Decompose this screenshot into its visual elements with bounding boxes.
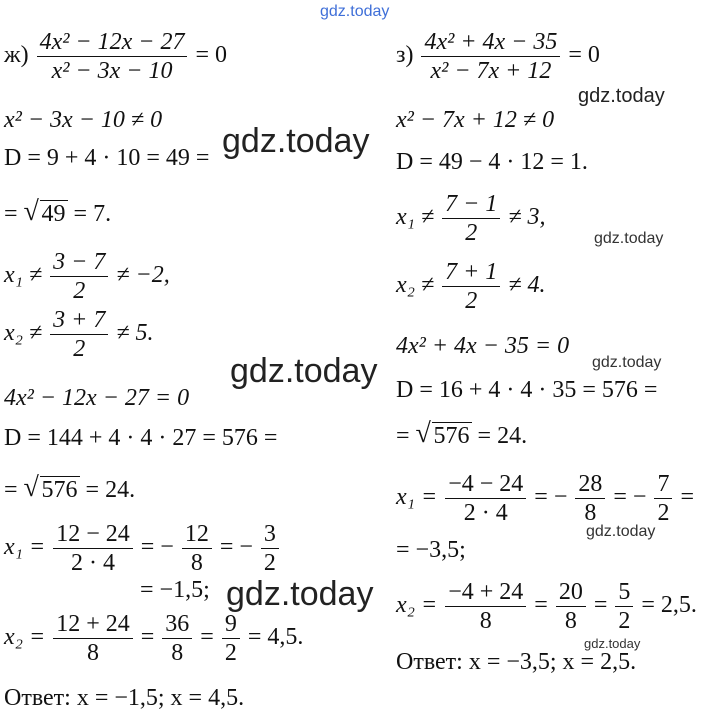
- right-x2-num: 7 + 1: [442, 260, 500, 287]
- left-sqrt1-post: = 7.: [73, 201, 112, 227]
- right-sqrt2-post: = 24.: [477, 423, 528, 449]
- right-equation-2: 4x² + 4x − 35 = 0: [396, 333, 570, 359]
- right-r1-frac2: [575, 472, 605, 525]
- right-r2-frac1: [445, 580, 526, 633]
- left-eq-denominator: x² − 3x − 10: [51, 58, 173, 84]
- left-r1-num2: 12: [182, 522, 212, 549]
- right-label: з): [396, 42, 414, 69]
- right-r2-mid: =: [534, 592, 548, 619]
- left-r2-num2: 36: [162, 612, 192, 639]
- right-sqrt2: √ 576: [415, 418, 470, 449]
- right-r2-den: 8: [479, 608, 492, 634]
- right-root-2: [396, 580, 697, 633]
- left-sqrt2-pre: =: [4, 477, 18, 503]
- right-r1-post: =: [680, 484, 694, 511]
- left-x1-num: 3 − 7: [50, 250, 108, 277]
- right-x2-frac: [442, 260, 500, 313]
- left-eq-rhs: = 0: [195, 42, 228, 69]
- right-x1-pre: x₁ ≠: [396, 204, 435, 231]
- right-discriminant-2: D = 16 + 4 · 4 · 35 = 576 =: [396, 377, 658, 403]
- left-discriminant-1: D = 9 + 4 · 10 = 49 =: [4, 145, 210, 171]
- right-r1-den2: 8: [584, 500, 597, 526]
- left-r2-den: 8: [86, 640, 99, 666]
- left-r2-num3: 9: [222, 612, 240, 639]
- left-r1-frac3: [261, 522, 279, 575]
- right-condition: x² − 7x + 12 ≠ 0: [396, 107, 555, 133]
- watermark-top: gdz.today: [320, 3, 390, 20]
- right-eq-rhs: = 0: [568, 42, 600, 69]
- right-sqrt2-arg: 576: [433, 423, 470, 449]
- left-equation: [4, 30, 227, 83]
- left-x1-post: ≠ −2,: [116, 262, 170, 289]
- left-r2-frac3: [222, 612, 240, 665]
- left-r2-num: 12 + 24: [53, 612, 133, 639]
- right-x2-post: ≠ 4.: [508, 272, 546, 299]
- left-x2-pre: x₂ ≠: [4, 320, 43, 347]
- right-x1-num: 7 − 1: [442, 192, 500, 219]
- right-r1-num: −4 − 24: [445, 472, 526, 499]
- left-answer: Ответ: x = −1,5; x = 4,5.: [4, 685, 245, 711]
- left-sqrt-line-1: [4, 196, 112, 227]
- right-x1-frac: [442, 192, 500, 245]
- right-x2-excl: [396, 260, 546, 313]
- right-root-1-value: = −3,5;: [396, 537, 466, 563]
- right-r2-pre: x₂ =: [396, 592, 438, 619]
- right-r1-mid: = −: [534, 484, 568, 511]
- left-r1-den3: 2: [263, 550, 276, 576]
- left-eq-numerator: 4x² − 12x − 27: [37, 30, 188, 57]
- right-equation: [396, 30, 600, 83]
- left-label: ж): [4, 42, 29, 69]
- right-r2-frac2: [556, 580, 586, 633]
- left-r2-pre: x₂ =: [4, 624, 46, 651]
- watermark-right-2: gdz.today: [594, 230, 664, 247]
- left-x1-den: 2: [73, 278, 86, 304]
- left-r1-num: 12 − 24: [53, 522, 133, 549]
- left-sqrt2-arg: 576: [41, 477, 78, 503]
- right-sqrt-line-2: [396, 418, 528, 449]
- watermark-large-1: gdz.today: [222, 122, 370, 160]
- right-answer: Ответ: x = −3,5; x = 2,5.: [396, 649, 637, 675]
- left-x2-den: 2: [73, 336, 86, 362]
- left-r1-den: 2 · 4: [70, 550, 115, 576]
- watermark-right-5: gdz.today: [584, 636, 641, 651]
- right-r2-frac3: [615, 580, 633, 633]
- left-r1-mid2: = −: [219, 534, 253, 561]
- right-r1-pre: x₁ =: [396, 484, 438, 511]
- right-x2-pre: x₂ ≠: [396, 272, 435, 299]
- left-x1-pre: x₁ ≠: [4, 262, 43, 289]
- right-x2-den: 2: [465, 288, 478, 314]
- left-root-1-value: = −1,5;: [140, 577, 210, 603]
- right-r2-num3: 5: [615, 580, 633, 607]
- right-r2-num: −4 + 24: [445, 580, 526, 607]
- left-r1-den2: 8: [190, 550, 203, 576]
- left-r2-frac1: [53, 612, 133, 665]
- right-equation-fraction: [421, 30, 560, 83]
- right-root-1: [396, 472, 694, 525]
- left-x2-post: ≠ 5.: [116, 320, 154, 347]
- right-eq-numerator: 4x² + 4x − 35: [421, 30, 560, 57]
- right-r1-den3: 2: [657, 500, 670, 526]
- right-discriminant-1: D = 49 − 4 · 12 = 1.: [396, 149, 588, 175]
- left-x1-excl: [4, 250, 170, 303]
- left-r2-den2: 8: [171, 640, 184, 666]
- right-r2-mid2: =: [593, 592, 608, 619]
- left-r1-frac1: [53, 522, 133, 575]
- left-sqrt-line-2: [4, 472, 136, 503]
- left-r1-num3: 3: [261, 522, 279, 549]
- left-condition: x² − 3x − 10 ≠ 0: [4, 107, 163, 133]
- left-equation-fraction: [37, 30, 188, 83]
- left-r2-mid: =: [140, 624, 155, 651]
- right-r2-den2: 8: [564, 608, 577, 634]
- left-sqrt2: √ 576: [23, 472, 78, 503]
- right-sqrt2-pre: =: [396, 423, 410, 449]
- right-r1-num2: 28: [575, 472, 605, 499]
- left-equation-2: 4x² − 12x − 27 = 0: [4, 385, 190, 411]
- left-sqrt1-arg: 49: [41, 201, 66, 227]
- left-x2-num: 3 + 7: [50, 308, 108, 335]
- right-r1-num3: 7: [654, 472, 672, 499]
- left-r2-mid2: =: [200, 624, 214, 651]
- left-r1-pre: x₁ =: [4, 534, 46, 561]
- watermark-right-3: gdz.today: [592, 354, 662, 371]
- right-x1-den: 2: [465, 220, 478, 246]
- right-r1-mid2: = −: [613, 484, 647, 511]
- left-discriminant-2: D = 144 + 4 · 4 · 27 = 576 =: [4, 425, 278, 451]
- right-x1-post: ≠ 3,: [508, 204, 546, 231]
- watermark-large-2: gdz.today: [230, 352, 378, 390]
- right-x1-excl: [396, 192, 546, 245]
- left-root-2: [4, 612, 303, 665]
- right-r1-frac3: [654, 472, 672, 525]
- left-sqrt1-pre: =: [4, 201, 18, 227]
- left-r1-frac2: [182, 522, 212, 575]
- left-x1-frac: [50, 250, 108, 303]
- watermark-large-3: gdz.today: [226, 575, 374, 613]
- right-r2-post: = 2,5.: [641, 592, 697, 619]
- left-r2-den3: 2: [224, 640, 237, 666]
- right-r2-den3: 2: [618, 608, 631, 634]
- left-sqrt1: √ 49: [23, 196, 66, 227]
- left-r2-frac2: [162, 612, 192, 665]
- left-r1-mid: = −: [140, 534, 174, 561]
- watermark-right-1: gdz.today: [578, 85, 665, 107]
- left-x2-excl: [4, 308, 154, 361]
- left-sqrt2-post: = 24.: [85, 477, 136, 503]
- watermark-right-4: gdz.today: [586, 523, 656, 540]
- right-r1-den: 2 · 4: [463, 500, 508, 526]
- right-eq-denominator: x² − 7x + 12: [430, 58, 552, 84]
- right-r1-frac1: [445, 472, 526, 525]
- right-r2-num2: 20: [556, 580, 586, 607]
- left-x2-frac: [50, 308, 108, 361]
- left-r2-post: = 4,5.: [247, 624, 304, 651]
- left-root-1: [4, 522, 281, 575]
